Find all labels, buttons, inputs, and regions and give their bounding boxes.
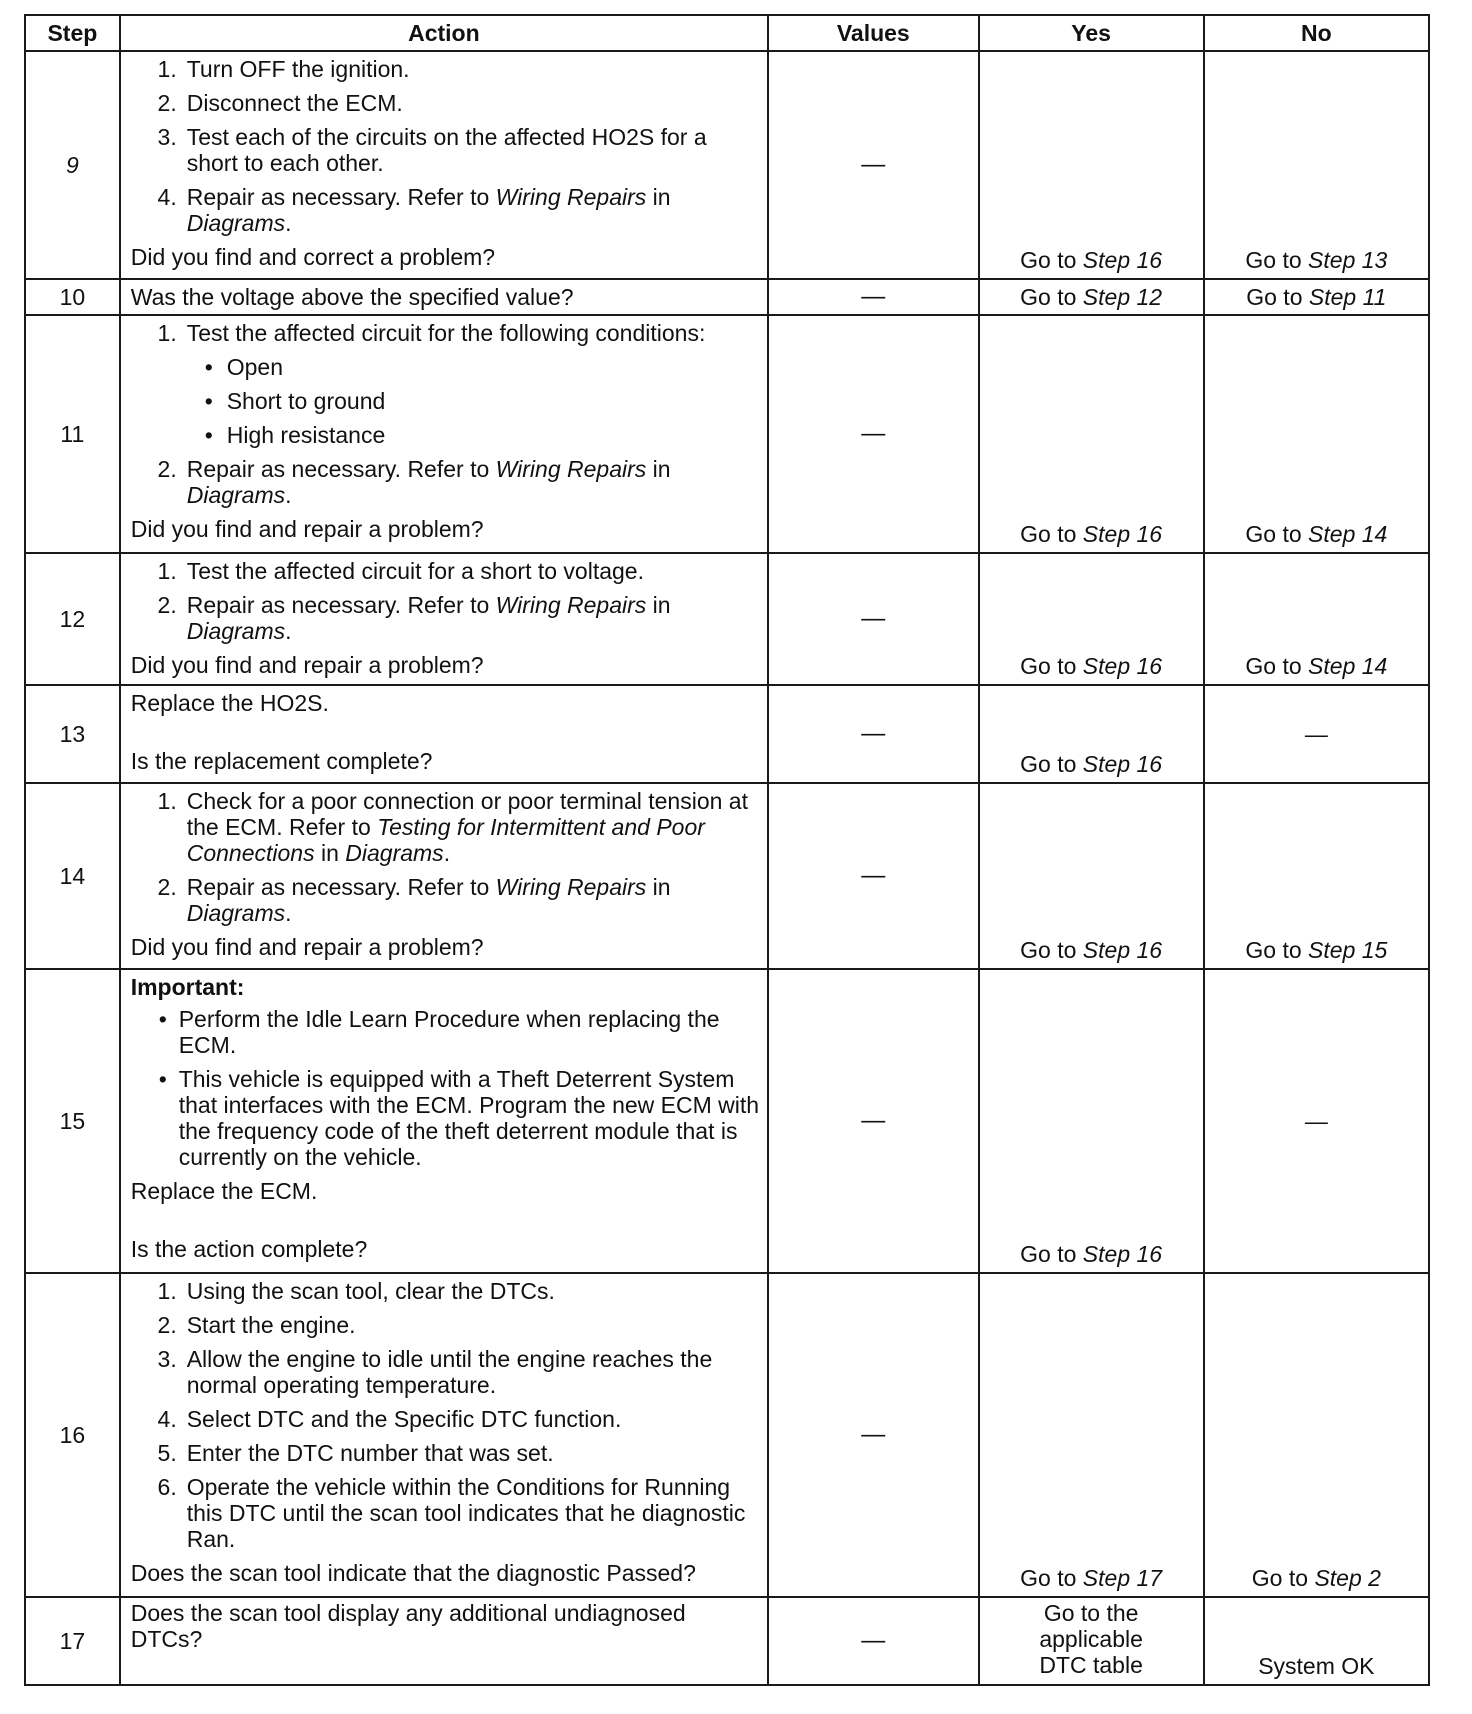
- list-item: 1. Using the scan tool, clear the DTCs.: [157, 1278, 555, 1304]
- step-number: 12: [25, 553, 120, 685]
- action-cell: [120, 969, 768, 1273]
- action-text: Replace the HO2S.: [130, 690, 329, 716]
- no-cell: Go to Step 14: [1204, 553, 1429, 685]
- bullet-item: • High resistance: [204, 422, 386, 448]
- list-item: 1. Check for a poor connection or poor terminal tension at the ECM. Refer to Testing for Intermittent and Poor Connections in Diagrams.: [157, 788, 748, 866]
- header-action: Action: [120, 15, 768, 51]
- value-cell: —: [768, 783, 978, 969]
- diagnostic-table-page: [24, 14, 1430, 1686]
- table-row: [25, 1273, 1429, 1597]
- bullet-item: • Short to ground: [204, 388, 386, 414]
- value-cell: —: [768, 1597, 978, 1685]
- yes-cell: Go to Step 16: [979, 553, 1204, 685]
- table-row: [25, 969, 1429, 1273]
- question-text: Is the action complete?: [130, 1236, 368, 1262]
- table-row: [25, 553, 1429, 685]
- question-text: Was the voltage above the specified value?: [120, 279, 768, 315]
- value-cell: —: [768, 969, 978, 1273]
- list-item: 2. Start the engine.: [157, 1312, 356, 1338]
- list-item: 5. Enter the DTC number that was set.: [157, 1440, 554, 1466]
- table-row: [25, 685, 1429, 783]
- step-number: 13: [25, 685, 120, 783]
- no-cell: Go to Step 13: [1204, 51, 1429, 279]
- no-cell: —: [1204, 969, 1429, 1273]
- step-number: 11: [25, 315, 120, 553]
- diagnostic-table: [24, 14, 1430, 1686]
- table-row: [25, 51, 1429, 279]
- value-cell: —: [768, 685, 978, 783]
- question-text: Did you find and repair a problem?: [130, 652, 484, 678]
- bullet-item: • Open: [204, 354, 283, 380]
- yes-cell: Go to Step 16: [979, 685, 1204, 783]
- list-item: 2. Repair as necessary. Refer to Wiring Repairs in Diagrams.: [157, 456, 671, 508]
- bullet-item: • Perform the Idle Learn Procedure when replacing the ECM.: [158, 1006, 720, 1058]
- list-item: 4. Repair as necessary. Refer to Wiring Repairs in Diagrams.: [157, 184, 671, 236]
- question-text: Did you find and correct a problem?: [130, 244, 496, 270]
- header-no: No: [1204, 15, 1429, 51]
- important-label: Important:: [130, 974, 245, 1000]
- header-values: Values: [768, 15, 978, 51]
- no-cell: Go to Step 14: [1204, 315, 1429, 553]
- value-cell: —: [768, 51, 978, 279]
- yes-cell: Go to Step 16: [979, 969, 1204, 1273]
- step-number: 10: [25, 279, 120, 315]
- value-cell: —: [768, 553, 978, 685]
- action-text: Replace the ECM.: [130, 1178, 318, 1204]
- question-text: Is the replacement complete?: [130, 748, 433, 774]
- list-item: 6. Operate the vehicle within the Conditions for Running this DTC until the scan tool indicates that he diagnostic Ran.: [157, 1474, 746, 1552]
- table-row: [25, 315, 1429, 553]
- action-cell: [120, 315, 768, 553]
- step-number: 17: [25, 1597, 120, 1685]
- header-row: [25, 15, 1429, 51]
- no-cell: Go to Step 11: [1204, 279, 1429, 315]
- question-text: Does the scan tool indicate that the diagnostic Passed?: [130, 1560, 696, 1586]
- question-text: Did you find and repair a problem?: [130, 516, 484, 542]
- no-cell: Go to Step 2: [1204, 1273, 1429, 1597]
- action-cell: [120, 1273, 768, 1597]
- list-item: 2. Disconnect the ECM.: [157, 90, 403, 116]
- no-cell: System OK: [1204, 1597, 1429, 1685]
- yes-cell: Go to Step 17: [979, 1273, 1204, 1597]
- step-number: 14: [25, 783, 120, 969]
- list-item: 3. Test each of the circuits on the affected HO2S for a short to each other.: [157, 124, 707, 176]
- value-cell: —: [768, 1273, 978, 1597]
- action-cell: [120, 553, 768, 685]
- header-yes: Yes: [979, 15, 1204, 51]
- yes-cell: Go to Step 16: [979, 51, 1204, 279]
- table-row: [25, 783, 1429, 969]
- step-number: 9: [25, 51, 120, 279]
- list-item: 1. Test the affected circuit for a short to voltage.: [157, 558, 644, 584]
- yes-cell: Go to the applicable DTC table: [979, 1597, 1204, 1685]
- action-cell: [120, 685, 768, 783]
- table-row: [25, 279, 1429, 315]
- list-item: 1. Turn OFF the ignition.: [157, 56, 410, 82]
- yes-cell: Go to Step 12: [979, 279, 1204, 315]
- question-text: Did you find and repair a problem?: [130, 934, 484, 960]
- yes-cell: Go to Step 16: [979, 783, 1204, 969]
- no-cell: Go to Step 15: [1204, 783, 1429, 969]
- list-item: 3. Allow the engine to idle until the engine reaches the normal operating temperature.: [157, 1346, 713, 1398]
- step-number: 15: [25, 969, 120, 1273]
- yes-cell: Go to Step 16: [979, 315, 1204, 553]
- table-row: [25, 1597, 1429, 1685]
- list-item: 4. Select DTC and the Specific DTC function.: [157, 1406, 622, 1432]
- no-cell: —: [1204, 685, 1429, 783]
- list-item: 1. Test the affected circuit for the following conditions:: [157, 320, 706, 346]
- action-cell: [120, 51, 768, 279]
- header-step: Step: [25, 15, 120, 51]
- step-number: 16: [25, 1273, 120, 1597]
- action-cell: [120, 783, 768, 969]
- value-cell: —: [768, 279, 978, 315]
- value-cell: —: [768, 315, 978, 553]
- list-item: 2. Repair as necessary. Refer to Wiring Repairs in Diagrams.: [157, 874, 671, 926]
- list-item: 2. Repair as necessary. Refer to Wiring Repairs in Diagrams.: [157, 592, 671, 644]
- bullet-item: • This vehicle is equipped with a Theft Deterrent System that interfaces with the ECM. Program the new ECM with the frequency code of the theft deterrent module that is currently on the vehicle.: [158, 1066, 760, 1170]
- question-text: Does the scan tool display any additional undiagnosed DTCs?: [120, 1597, 768, 1685]
